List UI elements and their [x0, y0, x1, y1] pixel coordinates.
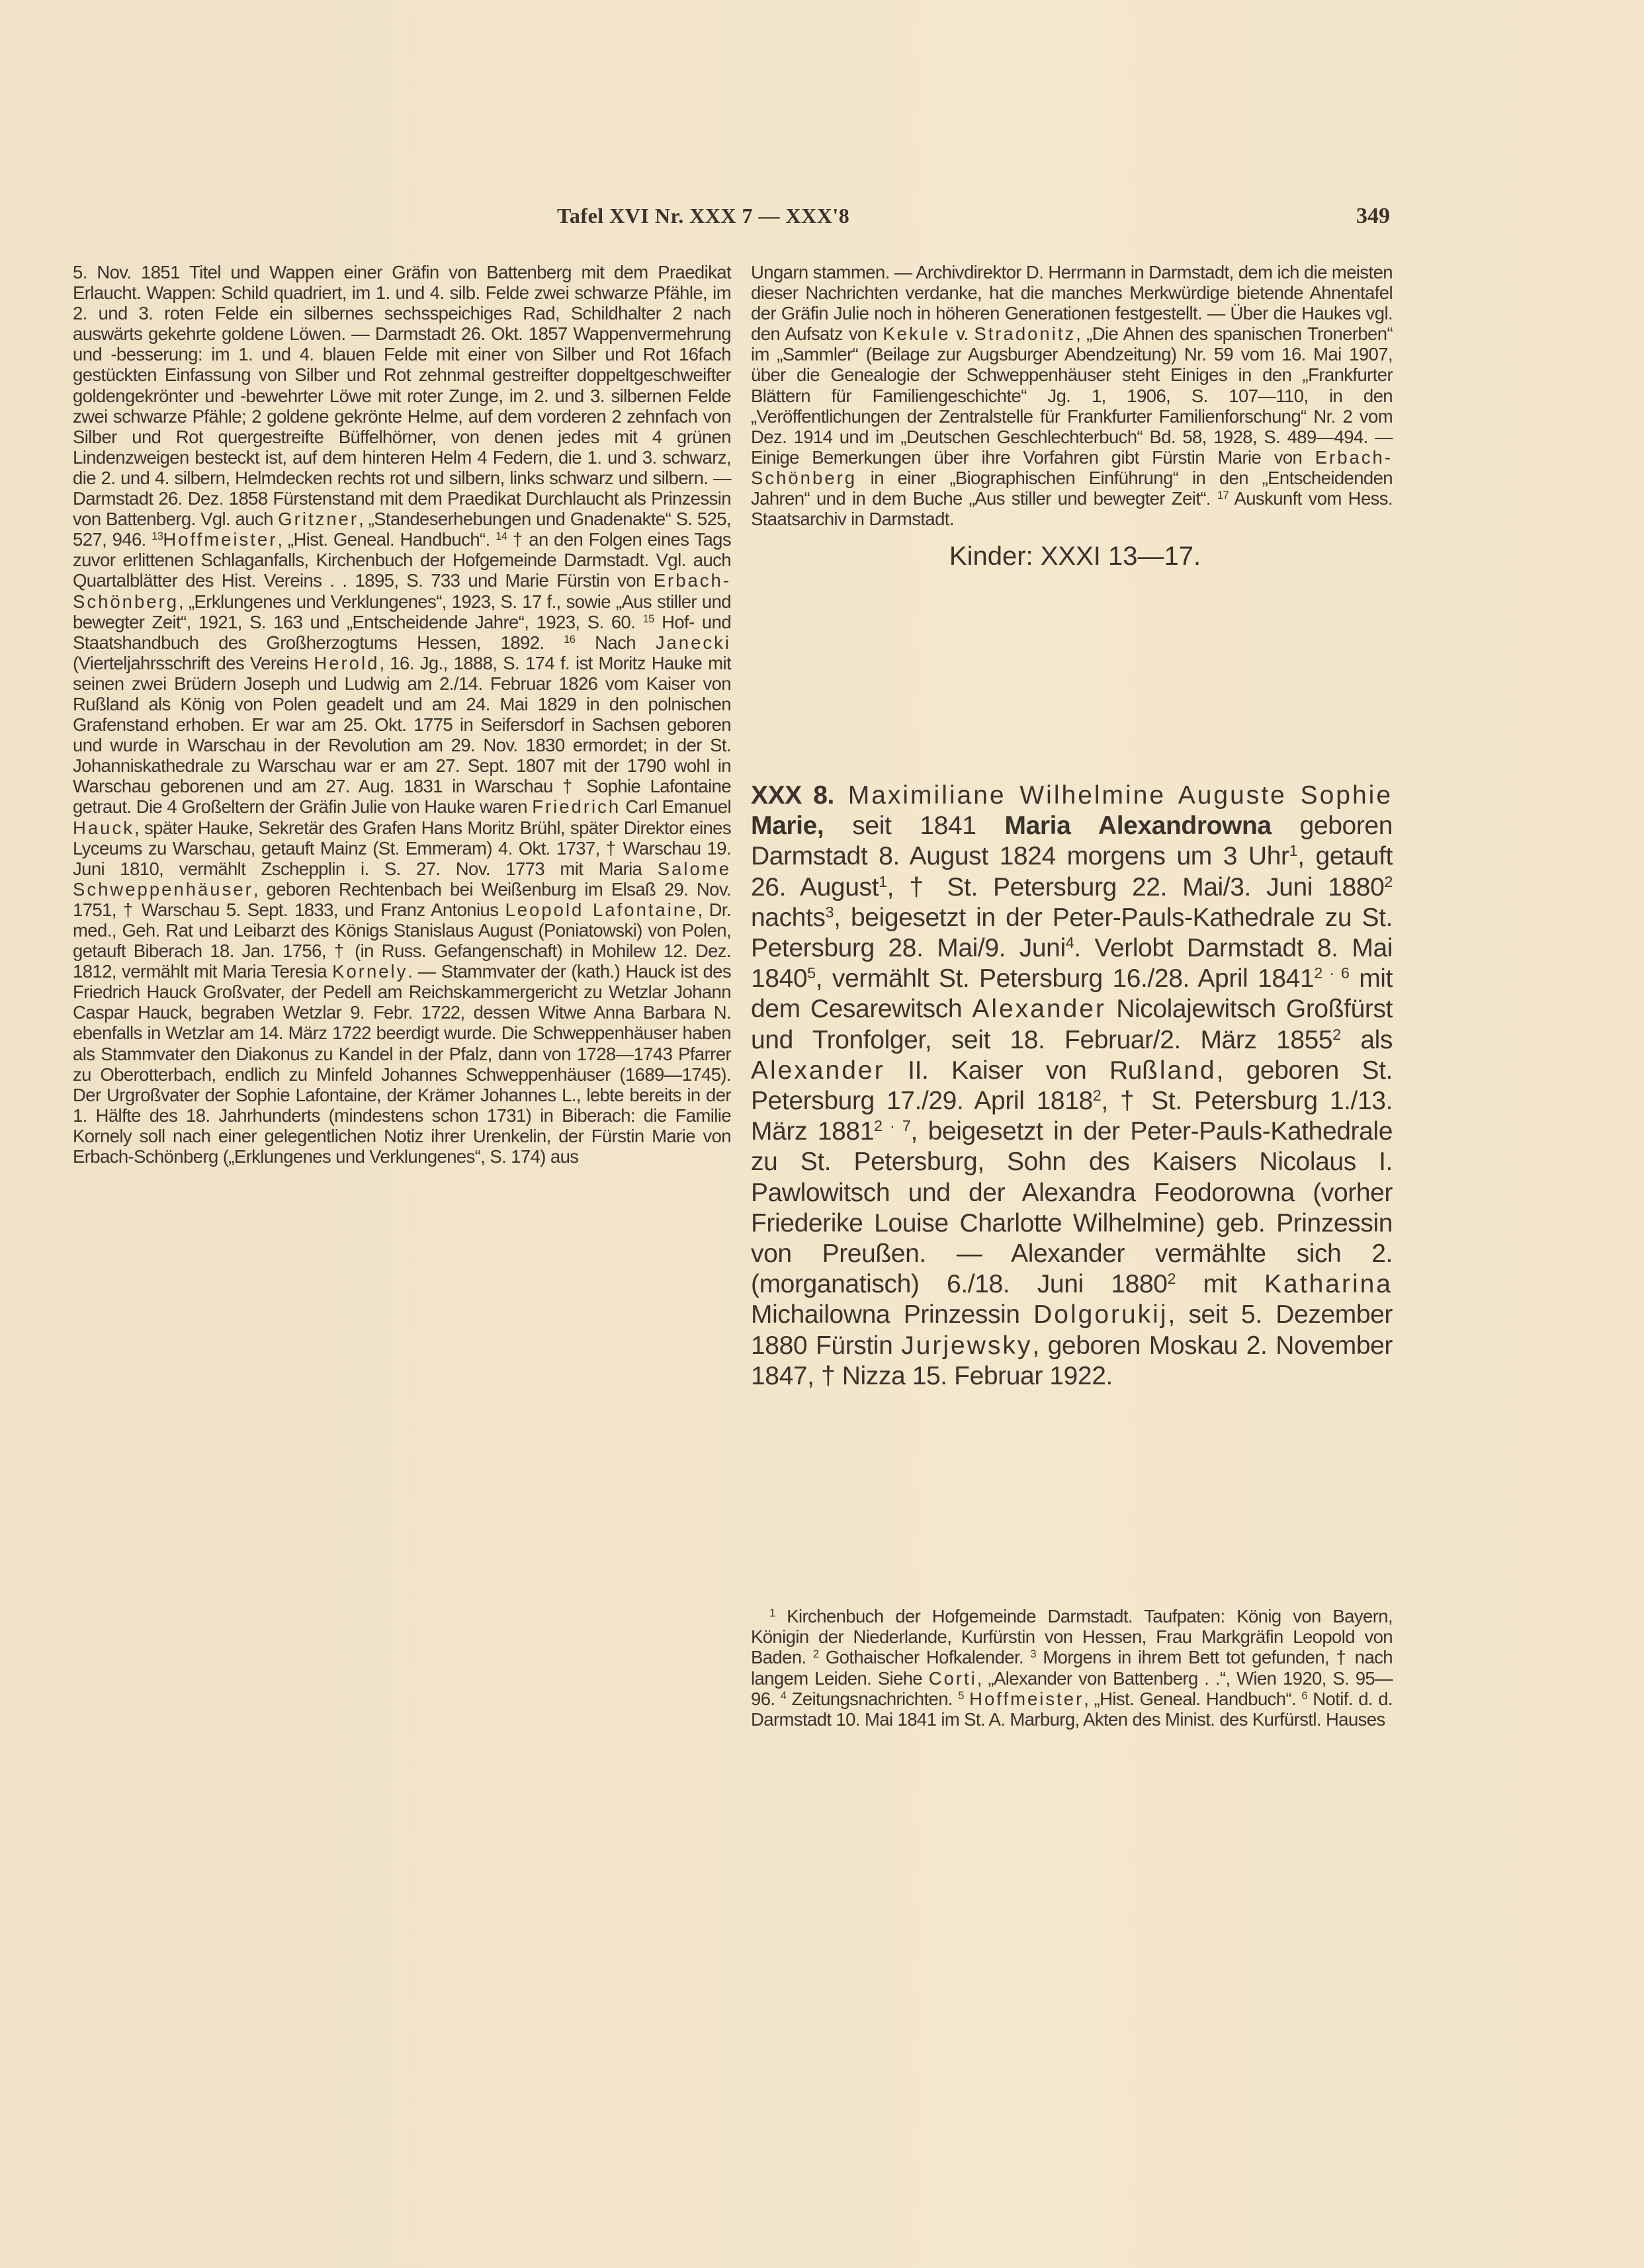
- spaced-name: Erbach-Schönberg: [73, 570, 731, 612]
- spaced-name: Maximiliane Wilhelmine Auguste Sophie: [834, 781, 1393, 810]
- text-run: , beigesetzt in der Peter-Pauls-Kathedrale zu St. Petersburg, Sohn des Kaisers Nicolaus I. Pawlowitsch und der Alexandra Feodorowna (vorher Friederike Louise Charlotte Wilhelmine) geb. Prinzessin von Preußen. — Alexander vermählte sich 2. (morganatisch) 6./18. Juni 1880: [751, 1117, 1393, 1299]
- spaced-name: Gritzner: [278, 509, 359, 530]
- spaced-name: Janecki: [655, 632, 731, 653]
- footnote-marker: 5: [958, 1689, 964, 1702]
- footnote-marker: 1: [769, 1607, 775, 1619]
- footnote-marker: 1: [879, 872, 887, 890]
- text-run: v.: [950, 323, 974, 345]
- text-run: in einer „Biographischen Einführung“ in den „Entscheidenden Jahren“ und in dem Buche „Aus stiller und bewegter Zeit“.: [751, 467, 1393, 509]
- text-run: Hof- und Staatshandbuch des Großherzogtums Hessen, 1892.: [73, 611, 732, 653]
- text-run: seit 1841: [824, 812, 1005, 841]
- text-run: , geboren St. Petersburg 17./29. April 1818: [751, 1056, 1393, 1116]
- header-title: Tafel XVI Nr. XXX 7 — XXX'8: [557, 204, 850, 228]
- text-run: Nach: [575, 632, 656, 653]
- text-run: mit dem Cesarewitsch: [751, 964, 1393, 1024]
- spaced-name: Hoffmeister: [163, 529, 278, 550]
- text-run: , „Alexander von Battenberg . .“, Wien 1920, S. 95—96.: [751, 1667, 1393, 1709]
- children-reference: Kinder: XXXI 13—17.: [949, 542, 1201, 571]
- text-run: , getauft 26. August: [751, 842, 1393, 902]
- emphasized-name: Maria Alexandrowna: [1004, 812, 1272, 841]
- text-run: , „Hist. Geneal. Handbuch“.: [277, 529, 496, 550]
- spaced-name: Alexander: [751, 1056, 885, 1085]
- left-column: [73, 262, 731, 1167]
- footnote-paragraph: [751, 1606, 1393, 1730]
- text-run: Auskunft vom Hess. Staatsarchiv in Darmstadt.: [751, 488, 1393, 530]
- text-run: . Verlobt Darmstadt 8. Mai 1840: [751, 934, 1393, 993]
- text-run: , später Hauke, Sekretär des Grafen Hans Moritz Brühl, später Direktor eines Lyceums zu Warschau, getauft Mainz (St. Emmeram) 4. Okt. 1737, † Warschau 19. Juni 1810, vermählt Zschepplin i. S. 27. Nov. 1773 mit Maria: [73, 817, 731, 879]
- text-run: , geboren Moskau 2. November 1847, † Nizza 15. Februar 1922.: [751, 1331, 1393, 1390]
- text-run: als: [1340, 1025, 1393, 1054]
- text-run: 5. Nov. 1851 Titel und Wappen einer Gräfin von Battenberg mit dem Praedikat Erlaucht. Wappen: Schild quadriert, im 1. und 4. silb. Felde zwei schwarze Pfähle, im 2. und 3. roten Felde ein silbernes sechsspeichiges Rad, Schildhalter 2 nach auswärts gekehrte goldene Löwen. — Darmstadt 26. Okt. 1857 Wappenvermehrung und -besserung: im 1. und 4. blauen Felde mit einer von Silber und Rot 16fach gestückten Einfassung von Silber und Rot zehnmal gestreifter doppeltgeschweifter goldengekrönter und -bewehrter Löwe mit roter Zunge, im 2. und 3. silbernen Felde zwei schwarze Pfähle; 2 goldene gekrönte Helme, auf dem vorderen 2 zehnfach von Silber und Rot quergestreifte Büffelhörner, von denen jedes mit 4 grünen Lindenzweigen besteckt ist, auf dem hinteren Helm 4 Federn, die 1. und 3. schwarz, die 2. und 4. silbern, Helmdecken rechts rot und silbern, links schwarz und silbern. — Darmstadt 26. Dez. 1858 Fürstenstand mit dem Praedikat Durchlaucht als Prinzessin von Battenberg. Vgl. auch: [73, 262, 731, 530]
- text-run: mit: [1176, 1270, 1265, 1299]
- footnote-marker: 3: [1030, 1648, 1036, 1661]
- spaced-name: Kekule: [883, 323, 951, 345]
- continuation-paragraph: [751, 262, 1393, 529]
- footnote-marker: 2: [812, 1648, 819, 1661]
- text-run: † an den Folgen eines Tags zuvor erlittenen Schlaganfalls, Kirchenbuch der Hofgemeinde Darmstadt. Vgl. auch Quartalblätter des Hist. Vereins . . 1895, S. 733 und Marie Fürstin von: [73, 529, 732, 591]
- footnote-marker: 17: [1217, 489, 1229, 501]
- spaced-name: Katharina: [1264, 1270, 1393, 1299]
- right-column-continuation: [751, 262, 1393, 573]
- spaced-name: Erbach-Schönberg: [751, 446, 1393, 488]
- text-run: Zeitungsnachrichten.: [786, 1688, 959, 1709]
- footnote-marker: 5: [807, 964, 816, 982]
- spaced-name: Friedrich: [532, 796, 621, 818]
- spaced-name: Corti: [928, 1667, 977, 1689]
- footnotes: [751, 1606, 1393, 1730]
- entry-id: XXX 8.: [751, 781, 834, 810]
- text-run: , „Die Ahnen des spanischen Tronerben“ im „Sammler“ (Beilage zur Augsburger Abendzeitung) Nr. 59 vom 16. Mai 1907, über die Genealogie der Schweppenhäuser steht Einiges in den „Frankfurter Blättern für Familiengeschichte“ Jg. 1, 1906, S. 107—110, in den „Veröffentlichungen der Zentralstelle für Frankfurter Familienforschung“ Nr. 2 vom Dez. 1914 und im „Deutschen Geschlechterbuch“ Bd. 58, 1928, S. 489—494. — Einige Bemerkungen über ihre Vorfahren gibt Fürstin Marie von: [751, 323, 1393, 468]
- text-run: , „Erklungenes und Verklungenes“, 1923, S. 17 f., sowie „Aus stiller und bewegter Zeit“, 1921, S. 163 und „Entscheidende Jahre“, 1923, S. 60.: [73, 591, 731, 632]
- text-run: , „Hist. Geneal. Handbuch“.: [1084, 1688, 1302, 1709]
- text-run: (Vierteljahrsschrift des Vereins: [73, 652, 314, 673]
- text-run: [964, 1689, 969, 1709]
- text-run: , beigesetzt in der Peter-Pauls-Kathedrale zu St. Petersburg 28. Mai/9. Juni: [751, 903, 1393, 963]
- footnote-marker: 15: [642, 612, 654, 625]
- text-run: Nicolajewitsch Großfürst und Tronfolger, seit 18. Februar/2. März 1855: [751, 995, 1393, 1054]
- footnote-marker: 14: [496, 530, 507, 543]
- footnote-marker: 2: [1167, 1270, 1176, 1288]
- text-run: Notif. d. d. Darmstadt 10. Mai 1841 im St. A. Marburg, Akten des Minist. des Kurfürstl. Hauses: [751, 1688, 1393, 1730]
- text-run: Michailowna Prinzessin: [751, 1300, 1034, 1329]
- text-run: Gothaischer Hofkalender.: [818, 1647, 1031, 1668]
- text-run: II. Kaiser von Ru: [885, 1056, 1143, 1085]
- footnote-marker: 13: [151, 530, 163, 543]
- spaced-name: Kornely: [332, 961, 408, 982]
- text-run: Ungarn stammen. — Archivdirektor D. Herrmann in Darmstadt, dem ich die meisten dieser Nachrichten verdanke, hat die manches Merkwürdige bietende Ahnentafel der Gräfin Julie noch in höheren Generationen festgestellt. — Über die Haukes vgl. den Aufsatz von: [751, 262, 1393, 345]
- footnote-marker: 2: [1384, 872, 1393, 890]
- text-run: , 16. Jg., 1888, S. 174 f. ist Moritz Hauke mit seinen zwei Brüdern Joseph und Ludwig am 2./14. Februar 1826 vom Kaiser von Rußland als König von Polen geadelt und am 24. Mai 1829 in den polnischen Grafenstand erhoben. Er war am 25. Okt. 1775 in Seifersdorf in Sachsen geboren und wurde in Warschau in der Revolution am 29. Nov. 1830 ermordet; in der St. Johanniskathedrale zu Warschau war er am 27. Sept. 1807 mit der 1790 wohl in Warschau geborenen und am 27. Aug. 1831 in Warschau † Sophie Lafontaine getraut. Die 4 Großeltern der Gräfin Julie von Hauke waren: [73, 652, 731, 818]
- spaced-name: Hoffmeister: [969, 1688, 1084, 1709]
- spaced-name: Salome Schweppenhäuser: [73, 858, 731, 900]
- text-run: , „Standeserhebungen und Gnadenakte“ S. 525, 527, 946.: [73, 509, 731, 550]
- spaced-name: Jurjewsky: [901, 1331, 1033, 1360]
- footnote-marker: 2: [1332, 1025, 1341, 1043]
- text-run: nachts: [751, 903, 826, 932]
- text-run: , † St. Petersburg 1./13. März 1881: [751, 1087, 1393, 1146]
- text-run: Kirchenbuch der Hofgemeinde Darmstadt. Taufpaten: König von Bayern, Königin der Niederlande, Kurfürstin von Hessen, Frau Markgräfin Leopold von Baden.: [751, 1606, 1393, 1668]
- footnote-marker: 4: [1065, 934, 1074, 952]
- text-run: geboren Darmstadt 8. August 1824 morgens um 3 Uhr: [751, 812, 1393, 871]
- text-run: , Dr. med., Geh. Rat und Leibarzt des Königs Stanislaus August (Poniatowski) von Polen, getauft Biberach 18. Jan. 1756, † (in Russ. Gefangenschaft) in Mohilew 12. Dez. 1812, vermählt mit Maria Teresia: [73, 899, 732, 982]
- footnote-marker: 2 · 6: [1314, 964, 1350, 982]
- footnote-marker: 1: [1289, 842, 1298, 860]
- spaced-name: Stradonitz: [974, 323, 1076, 345]
- genealogy-entry-xxx-8: [751, 780, 1393, 1392]
- footnote-marker: 16: [564, 633, 576, 646]
- text-run: Morgens in ihrem Bett tot gefunden, † nach langem Leiden. Siehe: [751, 1647, 1393, 1689]
- entry-body: [751, 781, 1393, 1390]
- left-column-paragraph: [73, 262, 731, 1167]
- footnote-marker: 3: [825, 903, 834, 921]
- text-run: , † St. Petersburg 22. Mai/3. Juni 1880: [887, 872, 1385, 902]
- spaced-name: ßland: [1142, 1056, 1217, 1085]
- running-header: [0, 204, 1644, 237]
- text-run: Carl Emanuel: [621, 796, 731, 818]
- text-run: , geboren Rechtenbach bei Weißenburg im Elsaß 29. Nov. 1751, † Warschau 5. Sept. 1833, und Franz Antonius: [73, 878, 731, 920]
- spaced-name: Alexander: [972, 995, 1106, 1024]
- footnote-marker: 6: [1301, 1689, 1307, 1702]
- footnote-marker: 2 · 7: [873, 1117, 911, 1135]
- text-run: , seit 5. Dezember 1880 Fürstin: [751, 1300, 1393, 1360]
- spaced-name: Hauck: [73, 817, 134, 838]
- spaced-name: Leopold Lafontaine: [505, 899, 698, 920]
- text-run: . — Stammvater der (kath.) Hauck ist des Friedrich Hauck Großvater, der Pedell am Reichskammergericht zu Wetzlar Johann Caspar Hauck, begraben Wetzlar 9. Febr. 1722, dessen Witwe Anna Barbara N. ebenfalls in Wetzlar am 14. März 1722 beerdigt wurde. Die Schweppenhäuser haben als Stammvater den Diakonus zu Kandel in der Pfalz, dann von 1728—1743 Pfarrer zu Oberotterbach, endlich zu Minfeld Johannes Schweppenhäuser (1689—1745). Der Urgroßvater der Sophie Lafontaine, der Krämer Johannes L., lebte bereits in der 1. Hälfte des 18. Jahrhunderts (mindestens schon 1731) in Biberach: die Familie Kornely soll nach einer gelegentlichen Notiz ihrer Urenkelin, der Fürstin Marie von Erbach-Schönberg („Erklungenes und Verklungenes“, S. 174) aus: [73, 961, 731, 1167]
- page-number: 349: [1356, 204, 1390, 228]
- spaced-name: Herold: [314, 652, 380, 673]
- text-run: , vermählt St. Petersburg 16./28. April 1841: [815, 964, 1315, 993]
- footnote-marker: 4: [780, 1689, 787, 1702]
- spaced-name: Dolgorukij: [1033, 1300, 1168, 1329]
- footnote-marker: 2: [1092, 1087, 1102, 1105]
- emphasized-name: Marie,: [751, 812, 824, 841]
